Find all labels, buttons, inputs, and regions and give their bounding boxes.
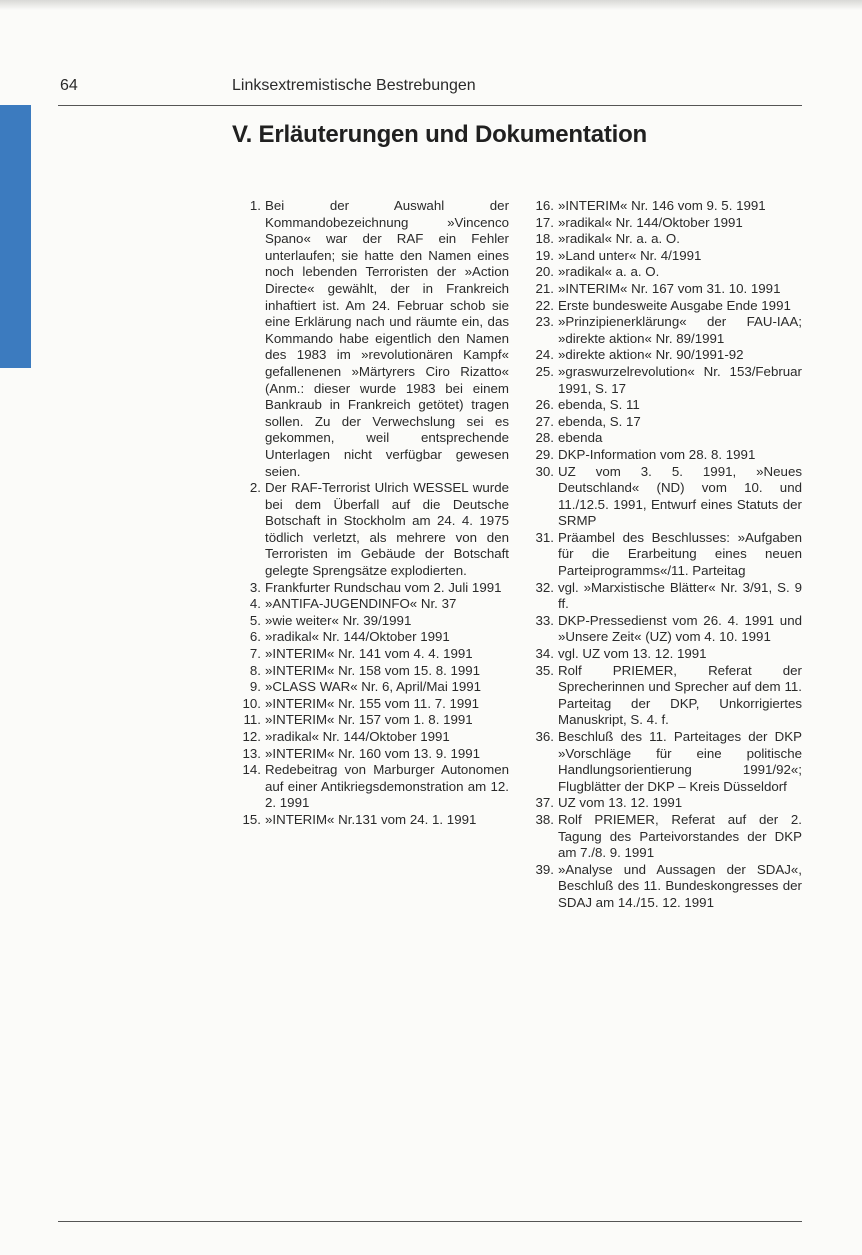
note-text: Rolf PRIEMER, Referat auf der 2. Tagung des Parteivorstandes der DKP am 7./8. 9. 1991: [558, 811, 802, 861]
note-item: [237, 663, 509, 680]
note-number: 27.: [535, 413, 554, 429]
note-item: [530, 795, 802, 812]
note-number: 19.: [535, 247, 554, 263]
note-item: [530, 430, 802, 447]
note-text: Präambel des Beschlusses: »Aufgaben für die Erarbeitung eines neuen Parteiprogramms«/11. Parteitag: [558, 529, 802, 579]
note-text: »graswurzelrevolution« Nr. 153/Februar 1991, S. 17: [558, 363, 802, 396]
note-text: Rolf PRIEMER, Referat der Sprecherinnen und Sprecher auf dem 11. Parteitag der DKP, Unkorrigiertes Manuskript, S. 4. f.: [558, 662, 802, 728]
note-number: 7.: [249, 646, 261, 662]
note-text: ebenda, S. 17: [558, 413, 641, 429]
note-item: [530, 447, 802, 464]
note-number: 26.: [535, 397, 554, 413]
note-text: Redebeitrag von Marburger Autonomen auf einer Antikriegsdemonstration am 12. 2. 1991: [265, 762, 509, 811]
note-number: 28.: [535, 430, 554, 446]
note-number: 38.: [535, 811, 554, 827]
note-text: »radikal« Nr. 144/Oktober 1991: [558, 214, 743, 230]
note-text: Der RAF-Terrorist Ulrich WESSEL wurde bei dem Überfall auf die Deutsche Botschaft in Stockholm am 24. 4. 1975 tödlich verletzt, als mehrere von den Terroristen im Gebäude der Botschaft gelegte Sprengsätze explodierten.: [265, 480, 509, 579]
note-item: [530, 298, 802, 315]
note-item: [530, 862, 802, 912]
note-number: 16.: [535, 198, 554, 213]
note-item: [237, 596, 509, 613]
note-number: 13.: [242, 745, 261, 761]
note-text: »radikal« a. a. O.: [558, 264, 660, 280]
note-number: 31.: [535, 529, 554, 545]
note-text: UZ vom 3. 5. 1991, »Neues Deutschland« (ND) vom 10. und 11./12.5. 1991, Entwurf eines Statuts der SRMP: [558, 463, 802, 529]
note-number: 1.: [249, 198, 261, 213]
note-number: 21.: [535, 280, 554, 296]
note-text: »INTERIM« Nr. 167 vom 31. 10. 1991: [558, 280, 781, 296]
note-number: 30.: [535, 463, 554, 479]
header-rule: [58, 105, 802, 106]
note-text: UZ vom 13. 12. 1991: [558, 795, 683, 811]
note-text: Erste bundesweite Ausgabe Ende 1991: [558, 297, 791, 313]
note-item: [237, 198, 509, 480]
note-number: 39.: [535, 861, 554, 877]
note-item: [530, 248, 802, 265]
note-text: »INTERIM« Nr. 158 vom 15. 8. 1991: [265, 662, 481, 678]
note-number: 11.: [243, 712, 261, 728]
note-text: Frankfurter Rundschau vom 2. Juli 1991: [265, 579, 502, 595]
note-text: ebenda: [558, 430, 603, 446]
note-number: 36.: [535, 729, 554, 744]
note-text: »wie weiter« Nr. 39/1991: [265, 612, 412, 628]
note-text: »INTERIM« Nr. 160 vom 13. 9. 1991: [265, 745, 481, 761]
note-item: [530, 314, 802, 347]
note-text: »INTERIM« Nr. 146 vom 9. 5. 1991: [558, 198, 766, 213]
note-item: [530, 198, 802, 215]
note-number: 3.: [249, 579, 261, 595]
note-item: [530, 646, 802, 663]
note-text: Beschluß des 11. Parteitages der DKP »Vorschläge für eine politische Handlungsorientierung 1991/92«; Flugblätter der DKP – Kreis Düsseldorf: [558, 729, 802, 794]
note-number: 34.: [535, 646, 554, 662]
note-number: 5.: [249, 612, 261, 628]
note-item: [237, 646, 509, 663]
note-text: »INTERIM« Nr. 155 vom 11. 7. 1991: [265, 695, 480, 711]
note-item: [530, 663, 802, 729]
note-item: [530, 364, 802, 397]
note-item: [530, 812, 802, 862]
note-item: [530, 580, 802, 613]
note-item: [237, 729, 509, 746]
note-item: [530, 215, 802, 232]
note-text: »INTERIM« Nr.131 vom 24. 1. 1991: [265, 811, 477, 827]
running-header: Linksextremistische Bestrebungen: [232, 77, 476, 94]
note-item: [530, 414, 802, 431]
note-item: [237, 762, 509, 812]
note-number: 2.: [249, 480, 261, 496]
note-text: »Analyse und Aussagen der SDAJ«, Beschluß des 11. Bundeskongresses der SDAJ am 14./15. 12. 1991: [558, 861, 802, 910]
note-text: »ANTIFA-JUGENDINFO« Nr. 37: [265, 596, 457, 612]
note-number: 25.: [535, 363, 554, 379]
note-number: 29.: [535, 446, 554, 462]
page-number: 64: [60, 77, 78, 94]
note-text: »CLASS WAR« Nr. 6, April/Mai 1991: [265, 679, 482, 695]
note-text: DKP-Pressedienst vom 26. 4. 1991 und »Unsere Zeit« (UZ) vom 4. 10. 1991: [558, 612, 802, 645]
note-number: 32.: [535, 579, 554, 595]
scan-edge-shadow: [0, 0, 862, 10]
note-item: [530, 264, 802, 281]
note-item: [237, 480, 509, 580]
note-number: 24.: [535, 347, 554, 363]
note-number: 20.: [535, 264, 554, 280]
note-item: [530, 613, 802, 646]
note-text: »direkte aktion« Nr. 90/1991-92: [558, 347, 744, 363]
note-number: 4.: [249, 596, 261, 612]
note-item: [530, 231, 802, 248]
chapter-marker-tab: [0, 105, 31, 368]
note-number: 9.: [249, 679, 261, 695]
note-text: Bei der Auswahl der Kommandobezeichnung »Vincenco Spano« war der RAF ein Fehler unterlaufen; sie hatte den Namen eines noch lebenden Terroristen der »Action Directe« gewählt, der in Frankreich inhaftiert ist. Am 24. Februar schob sie eine Erklärung nach und räumte ein, das Kommando habe eigentlich den Namen des 1983 im »revolutionären Kampf« gefallenenen »Märtyrers Ciro Rizatto« (Anm.: dieser wurde 1983 bei einem Bankraub in Frankreich getötet) tragen sollen. Zu der Verwechslung sei es gekommen, weil entsprechende Unterlagen nicht verfügbar gewesen seien.: [265, 198, 509, 479]
note-number: 33.: [535, 612, 554, 628]
note-number: 15.: [242, 811, 261, 827]
note-number: 23.: [535, 314, 554, 330]
note-text: ebenda, S. 11: [558, 397, 640, 413]
note-item: [237, 746, 509, 763]
notes-column-left: [237, 198, 509, 829]
note-text: »radikal« Nr. 144/Oktober 1991: [265, 729, 450, 744]
section-title: V. Erläuterungen und Dokumentation: [232, 121, 648, 148]
note-item: [237, 580, 509, 597]
note-item: [530, 530, 802, 580]
note-item: [530, 347, 802, 364]
note-text: »radikal« Nr. a. a. O.: [558, 231, 680, 247]
note-number: 17.: [535, 214, 554, 230]
note-text: »INTERIM« Nr. 141 vom 4. 4. 1991: [265, 646, 473, 662]
note-item: [237, 696, 509, 713]
note-text: »radikal« Nr. 144/Oktober 1991: [265, 629, 450, 645]
note-number: 10.: [242, 695, 261, 711]
note-number: 22.: [535, 297, 554, 313]
note-number: 6.: [249, 629, 261, 645]
note-item: [530, 729, 802, 795]
note-text: »Land unter« Nr. 4/1991: [558, 247, 702, 263]
note-number: 18.: [535, 231, 554, 247]
note-number: 12.: [242, 729, 261, 744]
note-item: [237, 629, 509, 646]
note-item: [237, 712, 509, 729]
note-text: vgl. UZ vom 13. 12. 1991: [558, 646, 707, 662]
note-item: [530, 397, 802, 414]
note-number: 37.: [535, 795, 554, 811]
note-item: [237, 812, 509, 829]
note-text: »Prinzipienerklärung« der FAU-IAA; »direkte aktion« Nr. 89/1991: [558, 314, 802, 346]
note-number: 14.: [242, 762, 261, 778]
notes-column-right: [530, 198, 802, 912]
note-text: DKP-Information vom 28. 8. 1991: [558, 446, 756, 462]
note-item: [237, 613, 509, 630]
note-item: [530, 281, 802, 298]
note-item: [530, 464, 802, 530]
note-text: »INTERIM« Nr. 157 vom 1. 8. 1991: [265, 712, 473, 728]
footer-rule: [58, 1221, 802, 1222]
note-number: 35.: [535, 662, 554, 678]
note-text: vgl. »Marxistische Blätter« Nr. 3/91, S. 9 ff.: [558, 579, 802, 612]
note-number: 8.: [249, 662, 261, 678]
note-item: [237, 679, 509, 696]
